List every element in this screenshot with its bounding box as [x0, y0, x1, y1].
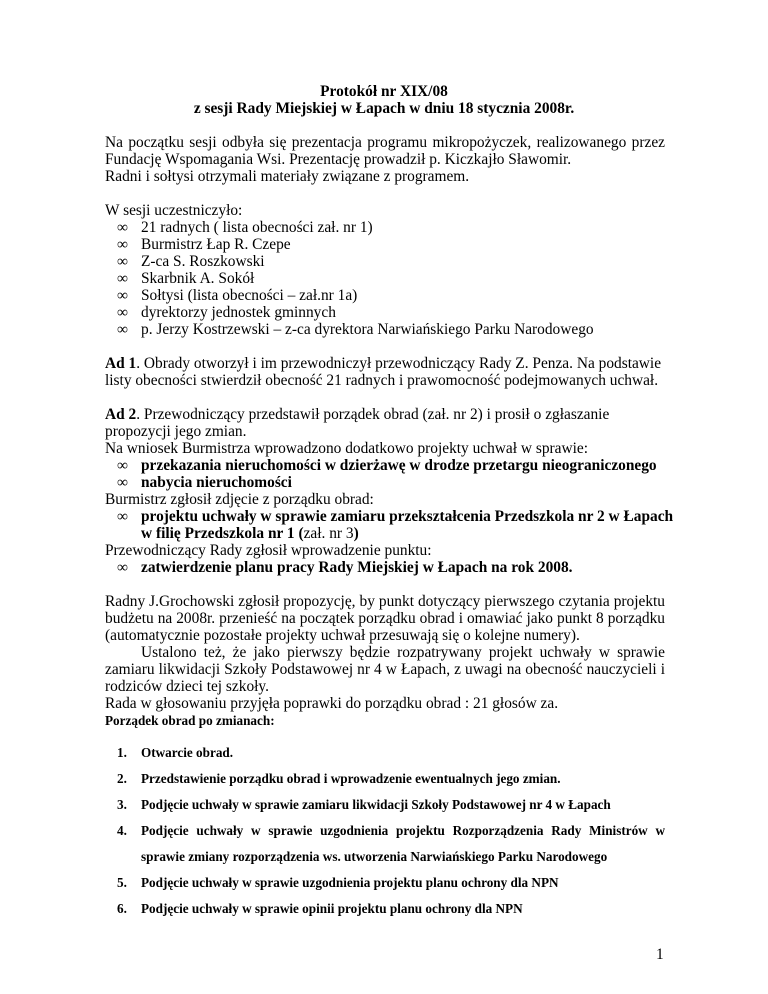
ad2-removed-item: projektu uchwały w sprawie zamiaru przekształcenia Przedszkola nr 2 w Łapach	[141, 508, 674, 525]
agenda-item: Podjęcie uchwały w sprawie uzgodnienia projektu Rozporządzenia Rady Ministrów w	[141, 823, 665, 838]
attendance-item: Skarbnik A. Sokół	[141, 270, 255, 287]
attendance-item: Burmistrz Łap R. Czepe	[141, 236, 291, 253]
intro-line-3: Radni i sołtysi otrzymali materiały związane z programem.	[105, 168, 470, 185]
bullet-icon: ∞	[117, 304, 128, 321]
attendance-item: 21 radnych ( lista obecności zał. nr 1)	[141, 219, 373, 236]
agenda-item: Podjęcie uchwały w sprawie uzgodnienia projektu planu ochrony dla NPN	[141, 875, 559, 890]
bullet-icon: ∞	[117, 559, 128, 576]
ad2-removed-item-paren: )	[353, 525, 359, 542]
grochowski-line-6: rodziców dzieci tej szkoły.	[105, 678, 269, 695]
document-subtitle: z sesji Rady Miejskiej w Łapach w dniu 18 stycznia 2008r.	[193, 100, 575, 117]
bullet-icon: ∞	[117, 457, 128, 474]
attendance-item: Sołtysi (lista obecności – zał.nr 1a)	[141, 287, 358, 304]
bullet-icon: ∞	[117, 270, 128, 287]
agenda-item: Podjęcie uchwały w sprawie opinii projektu planu ochrony dla NPN	[141, 901, 523, 916]
agenda-item: Otwarcie obrad.	[141, 745, 234, 760]
ad2-line-4: Burmistrz zgłosił zdjęcie z porządku obrad:	[105, 491, 374, 508]
ad2-added-item: nabycia nieruchomości	[141, 474, 292, 491]
ad2-added-point: zatwierdzenie planu pracy Rady Miejskiej w Łapach na rok 2008.	[141, 559, 573, 576]
agenda-number: 6.	[117, 901, 127, 916]
ad2-label: Ad 2	[105, 406, 137, 423]
ad2-line-3: Na wniosek Burmistrza wprowadzono dodatkowo projekty uchwał w sprawie:	[105, 440, 588, 457]
attendance-heading: W sesji uczestniczyło:	[105, 202, 243, 219]
bullet-icon: ∞	[117, 236, 128, 253]
agenda-item: Podjęcie uchwały w sprawie zamiaru likwidacji Szkoły Podstawowej nr 4 w Łapach	[141, 797, 611, 812]
agenda-number: 2.	[117, 771, 127, 786]
attendance-item: dyrektorzy jednostek gminnych	[141, 304, 336, 321]
grochowski-line-5: zamiaru likwidacji Szkoły Podstawowej nr 4 w Łapach, z uwagi na obecność nauczycieli i	[105, 661, 665, 678]
ad2-removed-item-ref: zał. nr 3	[303, 525, 354, 542]
grochowski-line-3: (automatycznie pozostałe projekty uchwał przesuwają się o kolejne numery).	[105, 627, 580, 644]
intro-line-1: Na początku sesji odbyła się prezentacja programu mikropożyczek, realizowanego przez	[105, 134, 665, 151]
ad1-text: . Obrady otworzył i im przewodniczył przewodniczący Rady Z. Penza. Na podstawie	[136, 355, 662, 372]
agenda-item-cont: sprawie zmiany rozporządzenia ws. utworzenia Narwiańskiego Parku Narodowego	[141, 849, 608, 864]
bullet-icon: ∞	[117, 219, 128, 236]
bullet-icon: ∞	[117, 253, 128, 270]
bullet-icon: ∞	[117, 321, 128, 338]
agenda-number: 5.	[117, 875, 127, 890]
bullet-icon: ∞	[117, 508, 128, 525]
grochowski-line-7: Rada w głosowaniu przyjęła poprawki do porządku obrad : 21 głosów za.	[105, 695, 559, 712]
attendance-item: Z-ca S. Roszkowski	[141, 253, 265, 270]
ad2-text: . Przewodniczący przedstawił porządek obrad (zał. nr 2) i prosił o zgłaszanie	[136, 406, 610, 423]
ad2-line-2: propozycji jego zmian.	[105, 423, 247, 440]
grochowski-line-2: budżetu na 2008r. przenieść na początek porządku obrad i omawiać jako punkt 8 porządku	[105, 610, 665, 627]
ad2-removed-item-text: w filię Przedszkola nr 1 (	[141, 525, 304, 542]
agenda-number: 4.	[117, 823, 127, 838]
bullet-icon: ∞	[117, 474, 128, 491]
agenda-number: 3.	[117, 797, 127, 812]
ad2-line-5: Przewodniczący Rady zgłosił wprowadzenie punktu:	[105, 542, 432, 559]
ad1-label: Ad 1	[105, 355, 137, 372]
grochowski-line-1: Radny J.Grochowski zgłosił propozycję, by punkt dotyczący pierwszego czytania projektu	[105, 593, 665, 610]
page-number: 1	[656, 946, 664, 963]
ad2-added-item: przekazania nieruchomości w dzierżawę w drodze przetargu nieograniczonego	[141, 457, 657, 474]
document-title: Protokół nr XIX/08	[320, 83, 448, 100]
grochowski-line-4: Ustalono też, że jako pierwszy będzie rozpatrywany projekt uchwały w sprawie	[141, 644, 665, 661]
agenda-heading: Porządek obrad po zmianach:	[105, 713, 275, 728]
attendance-item: p. Jerzy Kostrzewski – z-ca dyrektora Narwiańskiego Parku Narodowego	[141, 321, 594, 338]
agenda-number: 1.	[117, 745, 127, 760]
bullet-icon: ∞	[117, 287, 128, 304]
ad1-line-2: listy obecności stwierdził obecność 21 radnych i prawomocność podejmowanych uchwał.	[105, 372, 659, 389]
intro-line-2: Fundację Wspomagania Wsi. Prezentację prowadził p. Kiczkajło Sławomir.	[105, 151, 572, 168]
agenda-item: Przedstawienie porządku obrad i wprowadzenie ewentualnych jego zmian.	[141, 771, 561, 786]
